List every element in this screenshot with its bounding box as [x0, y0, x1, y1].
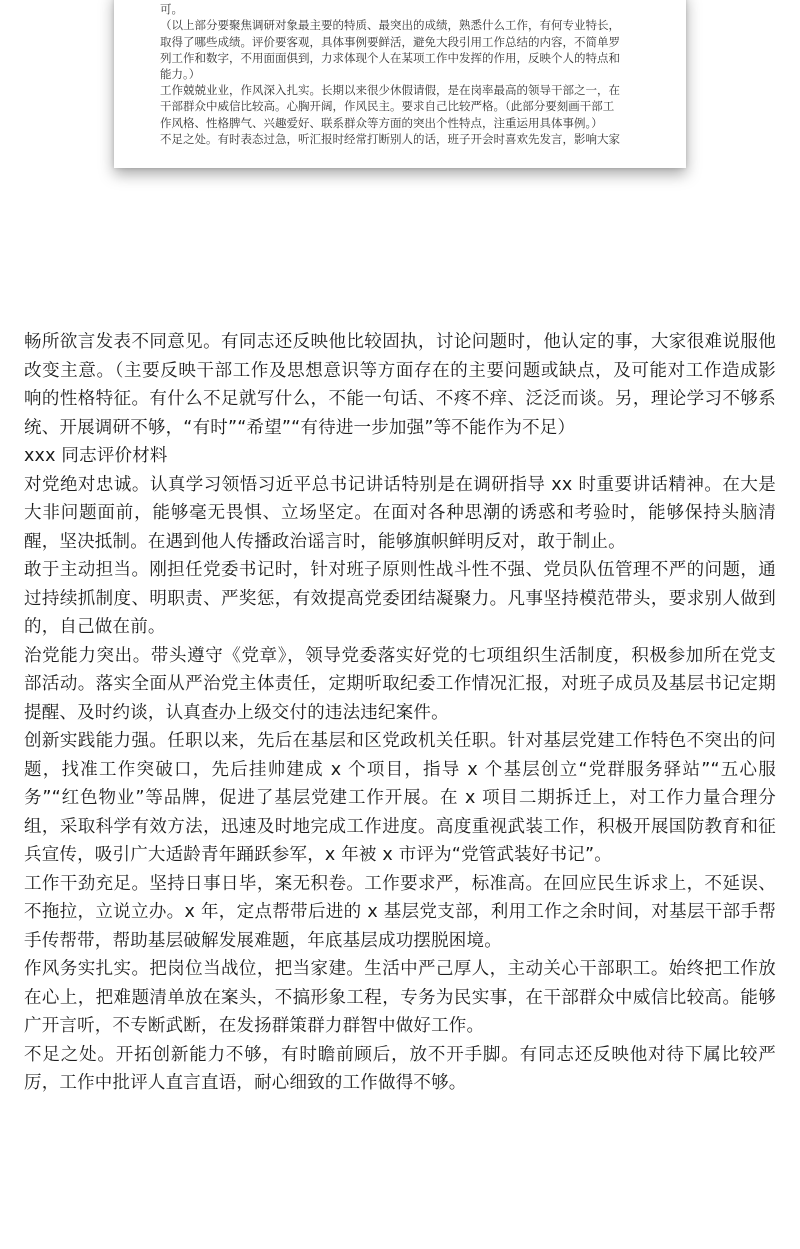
preview-line: 作风格、性格脾气、兴趣爱好、联系群众等方面的突出个性特点，注重运用具体事例。） [160, 115, 603, 130]
preview-line: 取得了哪些成绩。评价要客观，具体事例要鲜活，避免大段引用工作总结的内容，不简单罗 [160, 34, 620, 49]
preview-line: 能力。） [160, 67, 201, 82]
preview-line: 列工作和数字，不用面面俱到，力求体现个人在某项工作中发挥的作用，反映个人的特点和 [160, 50, 620, 65]
preview-line: 不足之处。有时表态过急，听汇报时经常打断别人的话，班子开会时喜欢先发言，影响大家 [160, 131, 620, 146]
body-paragraph: 对党绝对忠诚。认真学习领悟习近平总书记讲话特别是在调研指导 xx 时重要讲话精神。在大是大非问题面前，能够毫无畏惧、立场坚定。在面对各种思潮的诱惑和考验时，能够保持头脑清醒，坚决抵制。在遇到他人传播政治谣言时，能够旗帜鲜明反对，敢于制止。 [24, 474, 776, 552]
preview-line: 工作兢兢业业，作风深入扎实。长期以来很少休假请假，是在岗率最高的领导干部之一，在 [160, 83, 620, 98]
document-body [24, 328, 776, 1098]
document-preview-page [114, 0, 686, 168]
body-paragraph: 作风务实扎实。把岗位当战位，把当家建。生活中严己厚人，主动关心干部职工。始终把工作放在心上，把难题清单放在案头，不搞形象工程，专务为民实事，在干部群众中威信比较高。能够广开言听，不专断武断，在发扬群策群力群智中做好工作。 [24, 959, 776, 1036]
body-paragraph: 创新实践能力强。任职以来，先后在基层和区党政机关任职。针对基层党建工作特色不突出的问题，找准工作突破口，先后挂帅建成 x 个项目，指导 x 个基层创立“党群服务驿站”“五心服务”“红色物业”等品牌，促进了基层党建工作开展。在 x 项目二期拆迁上，对工作力量合理分组，采取科学有效方法，迅速及时地完成工作进度。高度重视武装工作，积极开展国防教育和征兵宣传，吸引广大适龄青年踊跃参军，x 年被 x 市评为“党管武装好书记”。 [24, 731, 776, 865]
document-preview-area [0, 0, 800, 300]
preview-line: 可。 [160, 2, 183, 17]
preview-line: （以上部分要聚焦调研对象最主要的特质、最突出的成绩，熟悉什么工作，有何专业特长， [160, 18, 620, 33]
section-heading: xxx 同志评价材料 [24, 446, 168, 466]
preview-line: 干部群众中威信比较高。心胸开阔，作风民主。要求自己比较严格。（此部分要刻画干部工 [160, 99, 615, 114]
body-paragraph: 工作干劲充足。坚持日事日毕，案无积卷。工作要求严，标准高。在回应民生诉求上，不延误、不拖拉，立说立办。x 年，定点帮带后进的 x 基层党支部，利用工作之余时间，对基层干部手帮手传帮带，帮助基层破解发展难题，年底基层成功摆脱困境。 [24, 873, 776, 951]
body-paragraph: 治党能力突出。带头遵守《党章》，领导党委落实好党的七项组织生活制度，积极参加所在党支部活动。落实全面从严治党主体责任，定期听取纪委工作情况汇报，对班子成员及基层书记定期提醒、及时约谈，认真查办上级交付的违法违纪案件。 [24, 645, 776, 723]
body-paragraph: 敢于主动担当。刚担任党委书记时，针对班子原则性战斗性不强、党员队伍管理不严的问题，通过持续抓制度、明职责、严奖惩，有效提高党委团结凝聚力。凡事坚持模范带头，要求别人做到的，自己做在前。 [24, 560, 776, 637]
body-paragraph: 不足之处。开拓创新能力不够，有时瞻前顾后，放不开手脚。有同志还反映他对待下属比较严厉，工作中批评人直言直语，耐心细致的工作做得不够。 [24, 1044, 776, 1093]
body-paragraph: 畅所欲言发表不同意见。有同志还反映他比较固执，讨论问题时，他认定的事，大家很难说服他改变主意。（主要反映干部工作及思想意识等方面存在的主要问题或缺点，及可能对工作造成影响的性格特征。有什么不足就写什么，不能一句话、不疼不痒、泛泛而谈。另，理论学习不够系统、开展调研不够，“有时”“希望”“有待进一步加强”等不能作为不足） [24, 332, 776, 438]
